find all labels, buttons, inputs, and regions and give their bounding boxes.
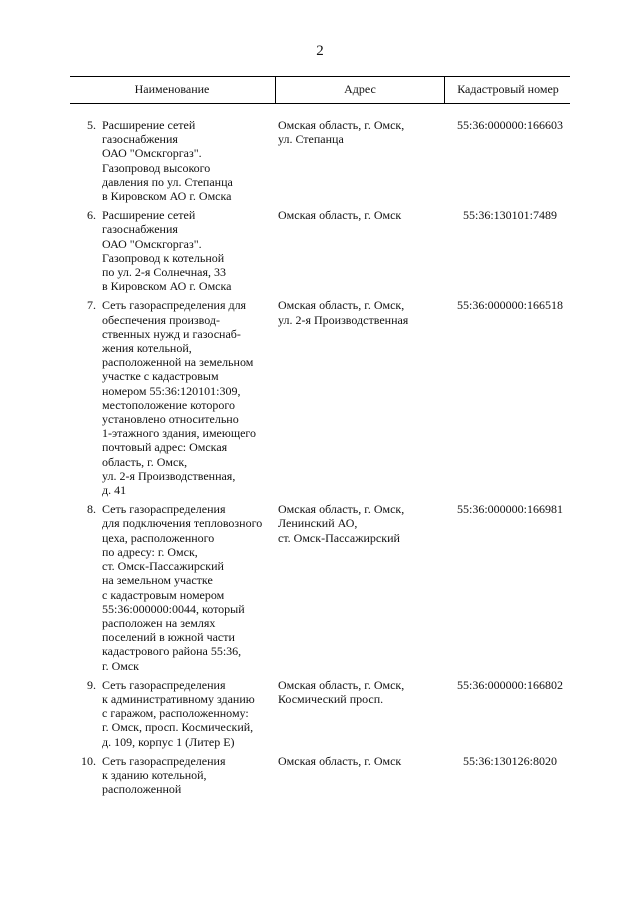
row-address: Омская область, г. Омск, Космический просп. [278,677,405,706]
row-cadastral: 55:36:000000:166603 [456,118,563,132]
row-address: Омская область, г. Омск [278,208,402,223]
row-cadastral: 55:36:130101:7489 [462,208,557,223]
row-name: Сеть газораспределения для обеспечения производ- ственных нужд и газоснаб- жения котельной, расположенной на земельном участке с кадастровым номером 55:36:120101:309, местоположение которого установлено относительно 1-этажного здания, имеющего почтовый адрес: Омская область, г. Омск, ул. 2-я Производственная, д. 41 [102,298,257,498]
header-address: Адрес [275,77,444,103]
row-address: Омская область, г. Омск, ул. 2-я Производственная [278,298,409,327]
row-number: 10. [81,753,96,768]
table-body [70,104,570,796]
row-cadastral: 55:36:000000:166802 [456,677,563,692]
row-name: Сеть газораспределения для подключения тепловозного цеха, расположенного по адресу: г. Омск, ст. Омск-Пассажирский на земельном участке с кадастровым номером 55:36:000000:0044, который расположен на землях поселений в южной части кадастрового района 55:36, г. Омск [102,502,263,673]
row-address: Омская область, г. Омск, ул. Степанца [278,118,405,147]
row-name: Расширение сетей газоснабжения ОАО "Омскгоргаз". Газопровод высокого давления по ул. Степанца в Кировском АО г. Омска [102,118,233,204]
property-table [70,76,570,801]
row-address: Омская область, г. Омск [278,753,402,768]
table-row [70,502,570,672]
row-number: 9. [87,677,96,692]
row-cadastral: 55:36:130126:8020 [462,753,557,768]
row-number: 8. [87,502,96,517]
table-row [70,208,570,293]
table-row [70,678,570,749]
row-cadastral: 55:36:000000:166981 [456,502,563,517]
row-name: Расширение сетей газоснабжения ОАО "Омскгоргаз". Газопровод к котельной по ул. 2-я Солнечная, 33 в Кировском АО г. Омска [102,208,232,294]
table-row [70,118,570,203]
row-number: 6. [87,208,96,223]
row-address: Омская область, г. Омск, Ленинский АО, ст. Омск-Пассажирский [278,502,405,545]
table-row [70,754,570,797]
row-cadastral: 55:36:000000:166518 [456,298,563,313]
header-name: Наименование [134,82,210,96]
row-name: Сеть газораспределения к административному зданию с гаражом, расположенному: г. Омск, просп. Космический, д. 109, корпус 1 (Литер Е) [102,677,255,749]
table-row [70,298,570,497]
page-number: 2 [316,43,324,59]
row-name: Сеть газораспределения к зданию котельной, расположенной [102,753,226,797]
row-number: 7. [87,298,96,313]
header-cadastral: Кадастровый номер [444,77,571,103]
row-number: 5. [87,118,96,132]
table-header [70,76,570,104]
